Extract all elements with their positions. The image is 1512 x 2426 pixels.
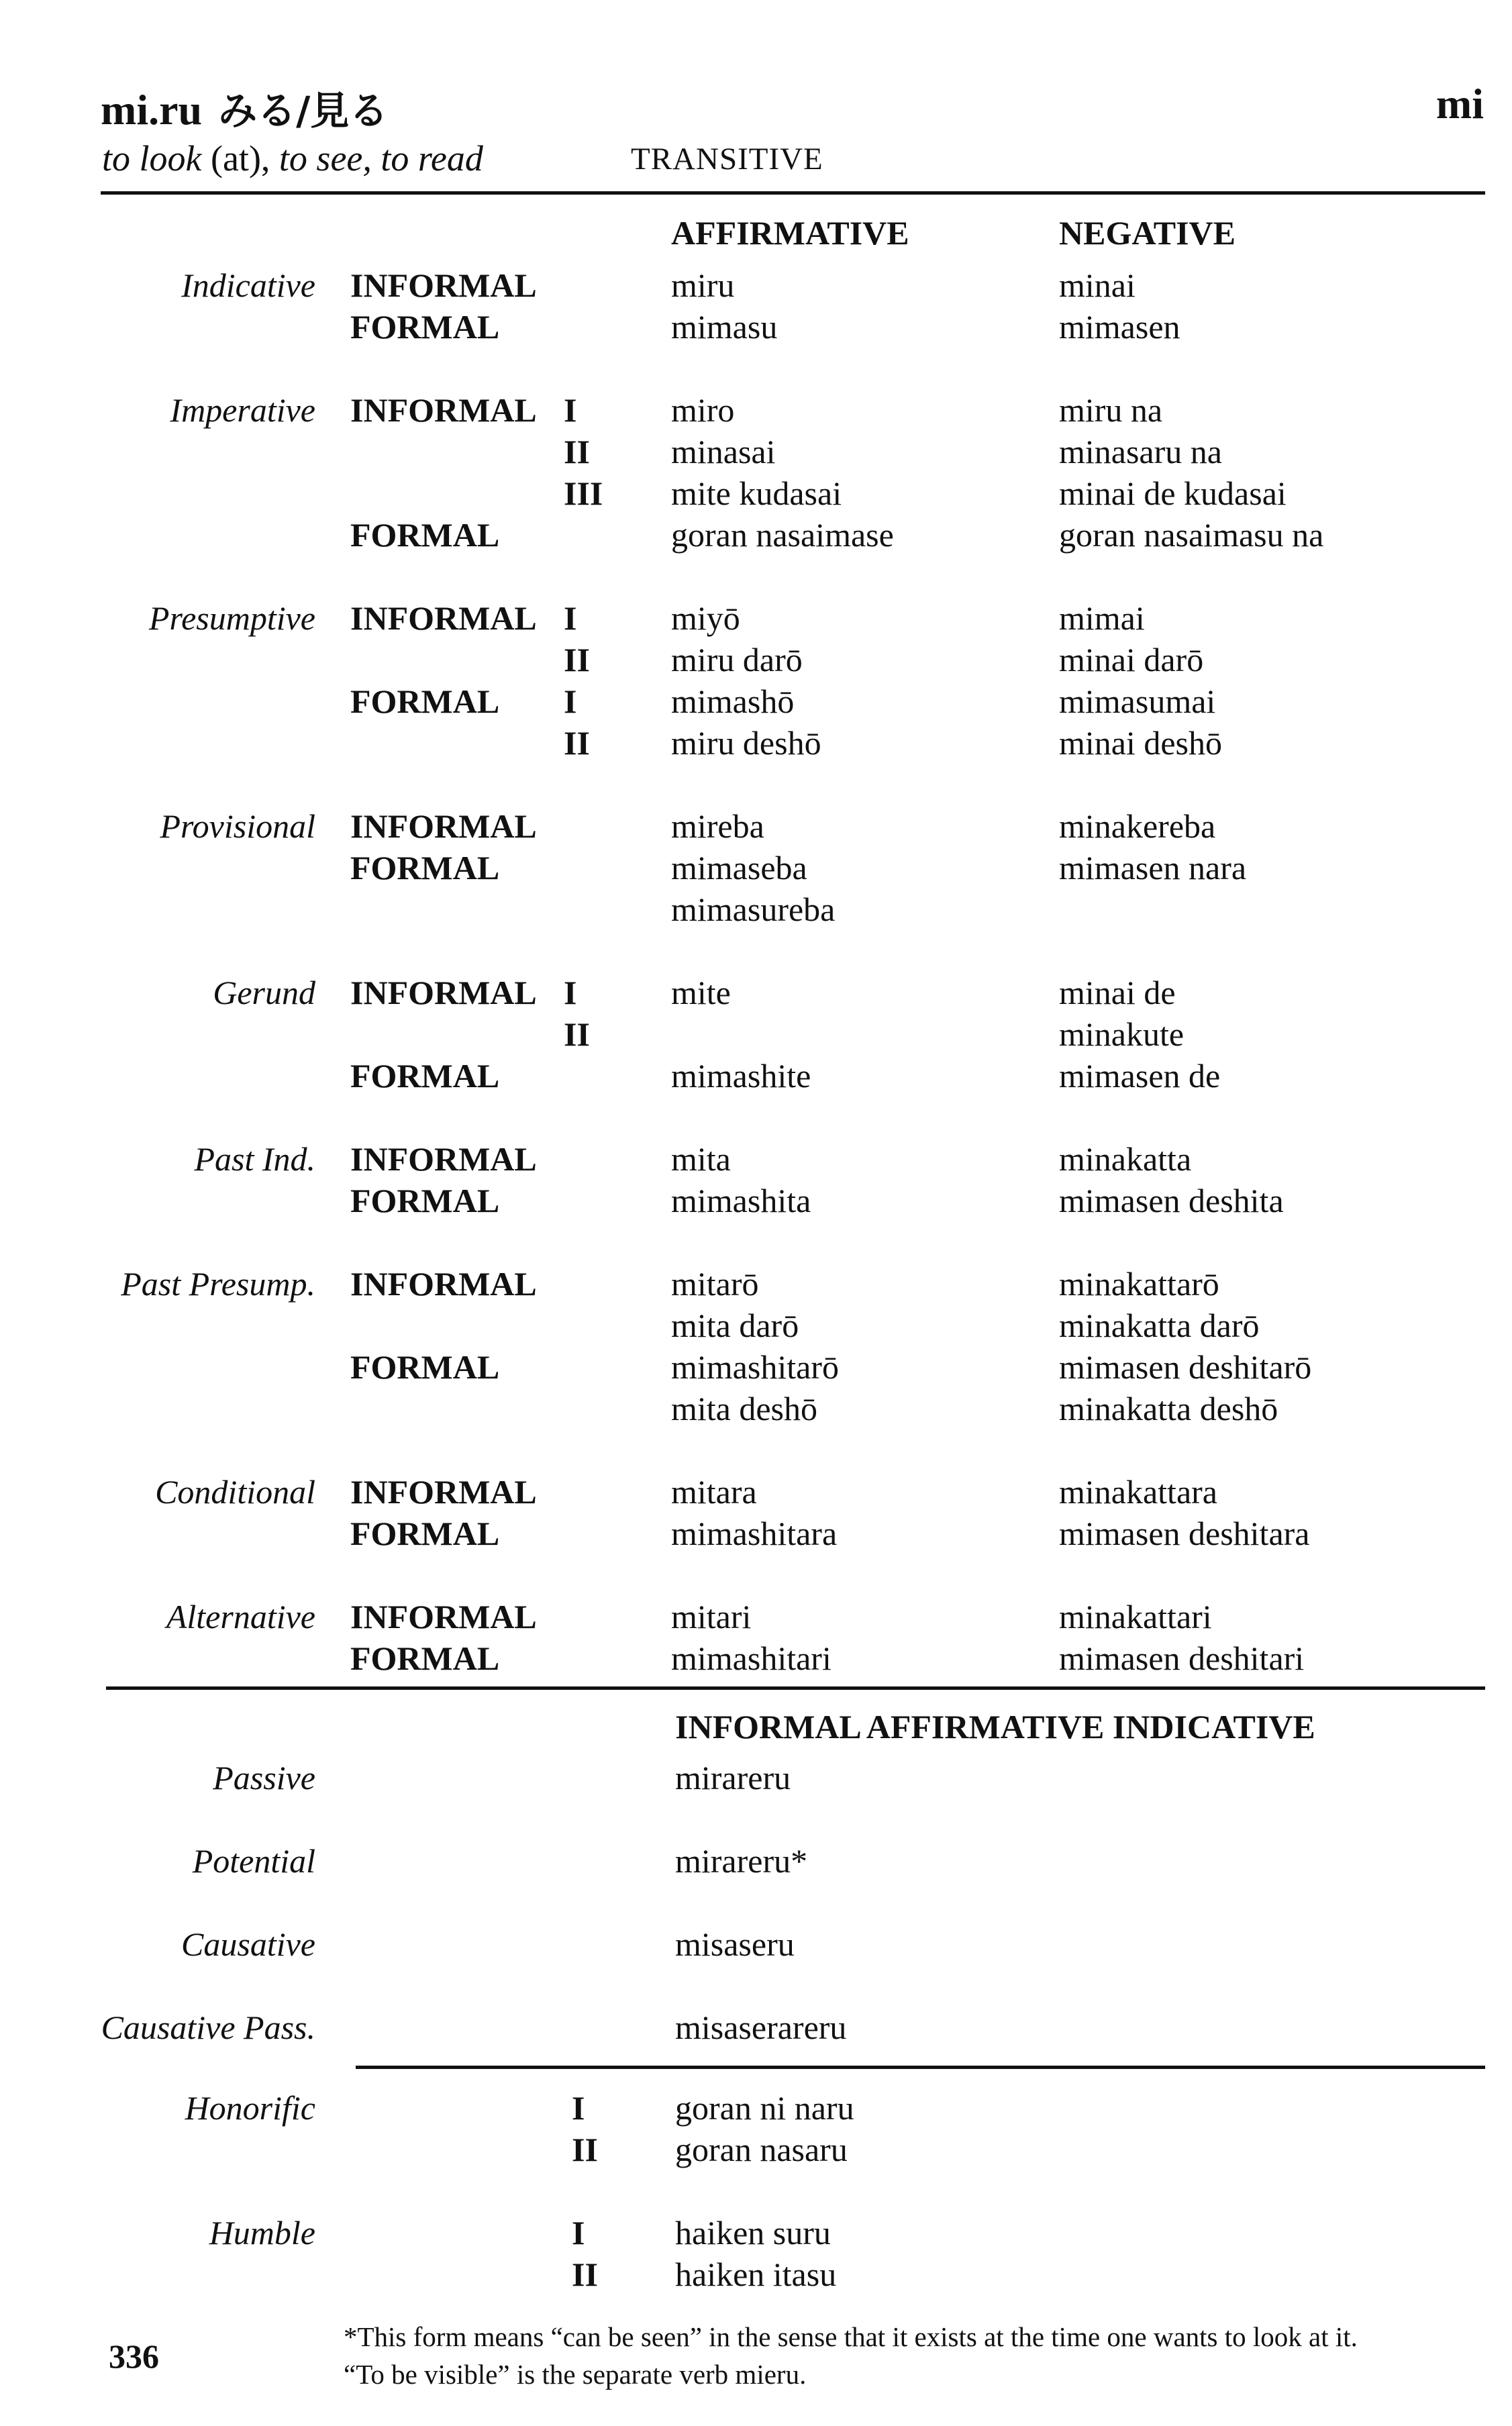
register: FORMAL: [350, 1639, 500, 1677]
affirmative-form: mita: [671, 1140, 731, 1178]
verb-meaning: to look (at), to see, to read: [102, 138, 483, 179]
derived-form: misaserareru: [675, 2009, 847, 2046]
page-title: [101, 79, 388, 136]
affirmative-form: miro: [671, 391, 735, 429]
register: INFORMAL: [350, 391, 537, 429]
affirmative-form: mimashitari: [671, 1639, 831, 1677]
verb-romaji: mi.ru: [101, 86, 203, 134]
derived-label: Potential: [192, 1842, 315, 1880]
negative-form: mimasen de: [1059, 1057, 1221, 1095]
variant-number: I: [564, 391, 577, 429]
derived-label: Causative Pass.: [101, 2009, 315, 2046]
variant-number: I: [572, 2214, 585, 2252]
page-number: 336: [109, 2337, 159, 2375]
register: FORMAL: [350, 1515, 500, 1552]
negative-form: miru na: [1059, 391, 1163, 429]
affirmative-form: mitari: [671, 1598, 752, 1635]
affirmative-form: mimashita: [671, 1182, 811, 1219]
negative-form: minakatta darō: [1059, 1307, 1260, 1344]
negative-form: minakatta deshō: [1059, 1390, 1278, 1427]
variant-number: I: [572, 2089, 585, 2127]
negative-form: minakatta: [1059, 1140, 1192, 1178]
derived-form: mirareru: [675, 1759, 791, 1797]
negative-form: minakereba: [1059, 807, 1216, 845]
negative-form: mimasen deshitarō: [1059, 1348, 1312, 1386]
derived-label: Causative: [181, 1925, 315, 1963]
keigo-label-humble: Humble: [209, 2214, 315, 2252]
derived-label: Passive: [213, 1759, 315, 1797]
affirmative-form: mite: [671, 974, 731, 1011]
footnote-line-2: “To be visible” is the separate verb mieru.: [344, 2359, 807, 2390]
affirmative-form: mimaseba: [671, 849, 807, 887]
affirmative-form: mimasureba: [671, 891, 836, 928]
affirmative-form: miyō: [671, 599, 740, 637]
variant-number: I: [564, 683, 577, 720]
negative-form: mimasumai: [1059, 683, 1216, 720]
negative-form: minakattara: [1059, 1473, 1217, 1511]
row-label-alternative: Alternative: [166, 1598, 315, 1635]
row-label-provisional: Provisional: [160, 807, 315, 845]
affirmative-form: mimashitara: [671, 1515, 838, 1552]
derived-form: mirareru*: [675, 1842, 808, 1880]
negative-form: minakattari: [1059, 1598, 1212, 1635]
derived-form: misaseru: [675, 1925, 795, 1963]
row-label-indicative: Indicative: [181, 266, 315, 304]
negative-form: minakattarō: [1059, 1265, 1219, 1303]
register: INFORMAL: [350, 1473, 537, 1511]
row-label-gerund: Gerund: [213, 974, 315, 1011]
register: INFORMAL: [350, 1265, 537, 1303]
row-label-past-ind: Past Ind.: [194, 1140, 315, 1178]
negative-form: mimasen deshita: [1059, 1182, 1284, 1219]
affirmative-form: mitara: [671, 1473, 757, 1511]
variant-number: II: [564, 1015, 590, 1053]
header-rule: [101, 191, 1485, 195]
variant-number: II: [572, 2256, 598, 2293]
transitivity-label: TRANSITIVE: [631, 142, 823, 176]
variant-number: II: [564, 724, 590, 762]
negative-form: mimasen deshitara: [1059, 1515, 1310, 1552]
keigo-form: goran nasaru: [675, 2131, 848, 2168]
keigo-divider: [356, 2066, 1485, 2069]
row-label-presumptive: Presumptive: [148, 599, 315, 637]
negative-header: NEGATIVE: [1059, 214, 1236, 252]
affirmative-form: mitarō: [671, 1265, 759, 1303]
affirmative-form: mimasu: [671, 308, 778, 346]
affirmative-form: minasai: [671, 433, 776, 470]
variant-number: I: [564, 599, 577, 637]
register: INFORMAL: [350, 266, 537, 304]
negative-form: minai de: [1059, 974, 1176, 1011]
variant-number: III: [564, 474, 603, 512]
negative-form: goran nasaimasu na: [1059, 516, 1324, 554]
register: INFORMAL: [350, 599, 537, 637]
register: FORMAL: [350, 1057, 500, 1095]
keigo-label-honorific: Honorific: [185, 2089, 315, 2127]
register: FORMAL: [350, 1348, 500, 1386]
derived-header: INFORMAL AFFIRMATIVE INDICATIVE: [675, 1708, 1315, 1746]
negative-form: minai de kudasai: [1059, 474, 1287, 512]
negative-form: mimai: [1059, 599, 1145, 637]
negative-form: minasaru na: [1059, 433, 1222, 470]
verb-kana: みる/見る: [218, 88, 389, 134]
affirmative-form: mita darō: [671, 1307, 799, 1344]
affirmative-form: mite kudasai: [671, 474, 842, 512]
affirmative-form: miru darō: [671, 641, 803, 678]
affirmative-form: mimashitarō: [671, 1348, 839, 1386]
register: FORMAL: [350, 308, 500, 346]
affirmative-form: mimashō: [671, 683, 795, 720]
guide-word: mi: [1435, 80, 1484, 128]
negative-form: minakute: [1059, 1015, 1185, 1053]
keigo-form: haiken suru: [675, 2214, 831, 2252]
negative-form: mimasen deshitari: [1059, 1639, 1305, 1677]
register: FORMAL: [350, 516, 500, 554]
row-label-conditional: Conditional: [155, 1473, 315, 1511]
register: FORMAL: [350, 1182, 500, 1219]
negative-form: minai darō: [1059, 641, 1204, 678]
keigo-form: goran ni naru: [675, 2089, 854, 2127]
footnote-line-1: *This form means “can be seen” in the sense that it exists at the time one wants to look at it.: [344, 2321, 1358, 2352]
negative-form: minai: [1059, 266, 1136, 304]
register: FORMAL: [350, 849, 500, 887]
variant-number: II: [572, 2131, 598, 2168]
row-label-past-presump: Past Presump.: [121, 1265, 315, 1303]
register: INFORMAL: [350, 1598, 537, 1635]
row-label-imperative: Imperative: [170, 391, 315, 429]
section-divider: [106, 1686, 1485, 1690]
negative-form: minai deshō: [1059, 724, 1223, 762]
affirmative-form: miru deshō: [671, 724, 821, 762]
negative-form: mimasen nara: [1059, 849, 1247, 887]
register: INFORMAL: [350, 807, 537, 845]
register: INFORMAL: [350, 974, 537, 1011]
register: INFORMAL: [350, 1140, 537, 1178]
affirmative-form: miru: [671, 266, 735, 304]
variant-number: II: [564, 433, 590, 470]
variant-number: I: [564, 974, 577, 1011]
register: FORMAL: [350, 683, 500, 720]
affirmative-header: AFFIRMATIVE: [671, 214, 909, 252]
variant-number: II: [564, 641, 590, 678]
affirmative-form: mireba: [671, 807, 764, 845]
affirmative-form: goran nasaimase: [671, 516, 894, 554]
negative-form: mimasen: [1059, 308, 1180, 346]
affirmative-form: mimashite: [671, 1057, 811, 1095]
affirmative-form: mita deshō: [671, 1390, 818, 1427]
keigo-form: haiken itasu: [675, 2256, 837, 2293]
